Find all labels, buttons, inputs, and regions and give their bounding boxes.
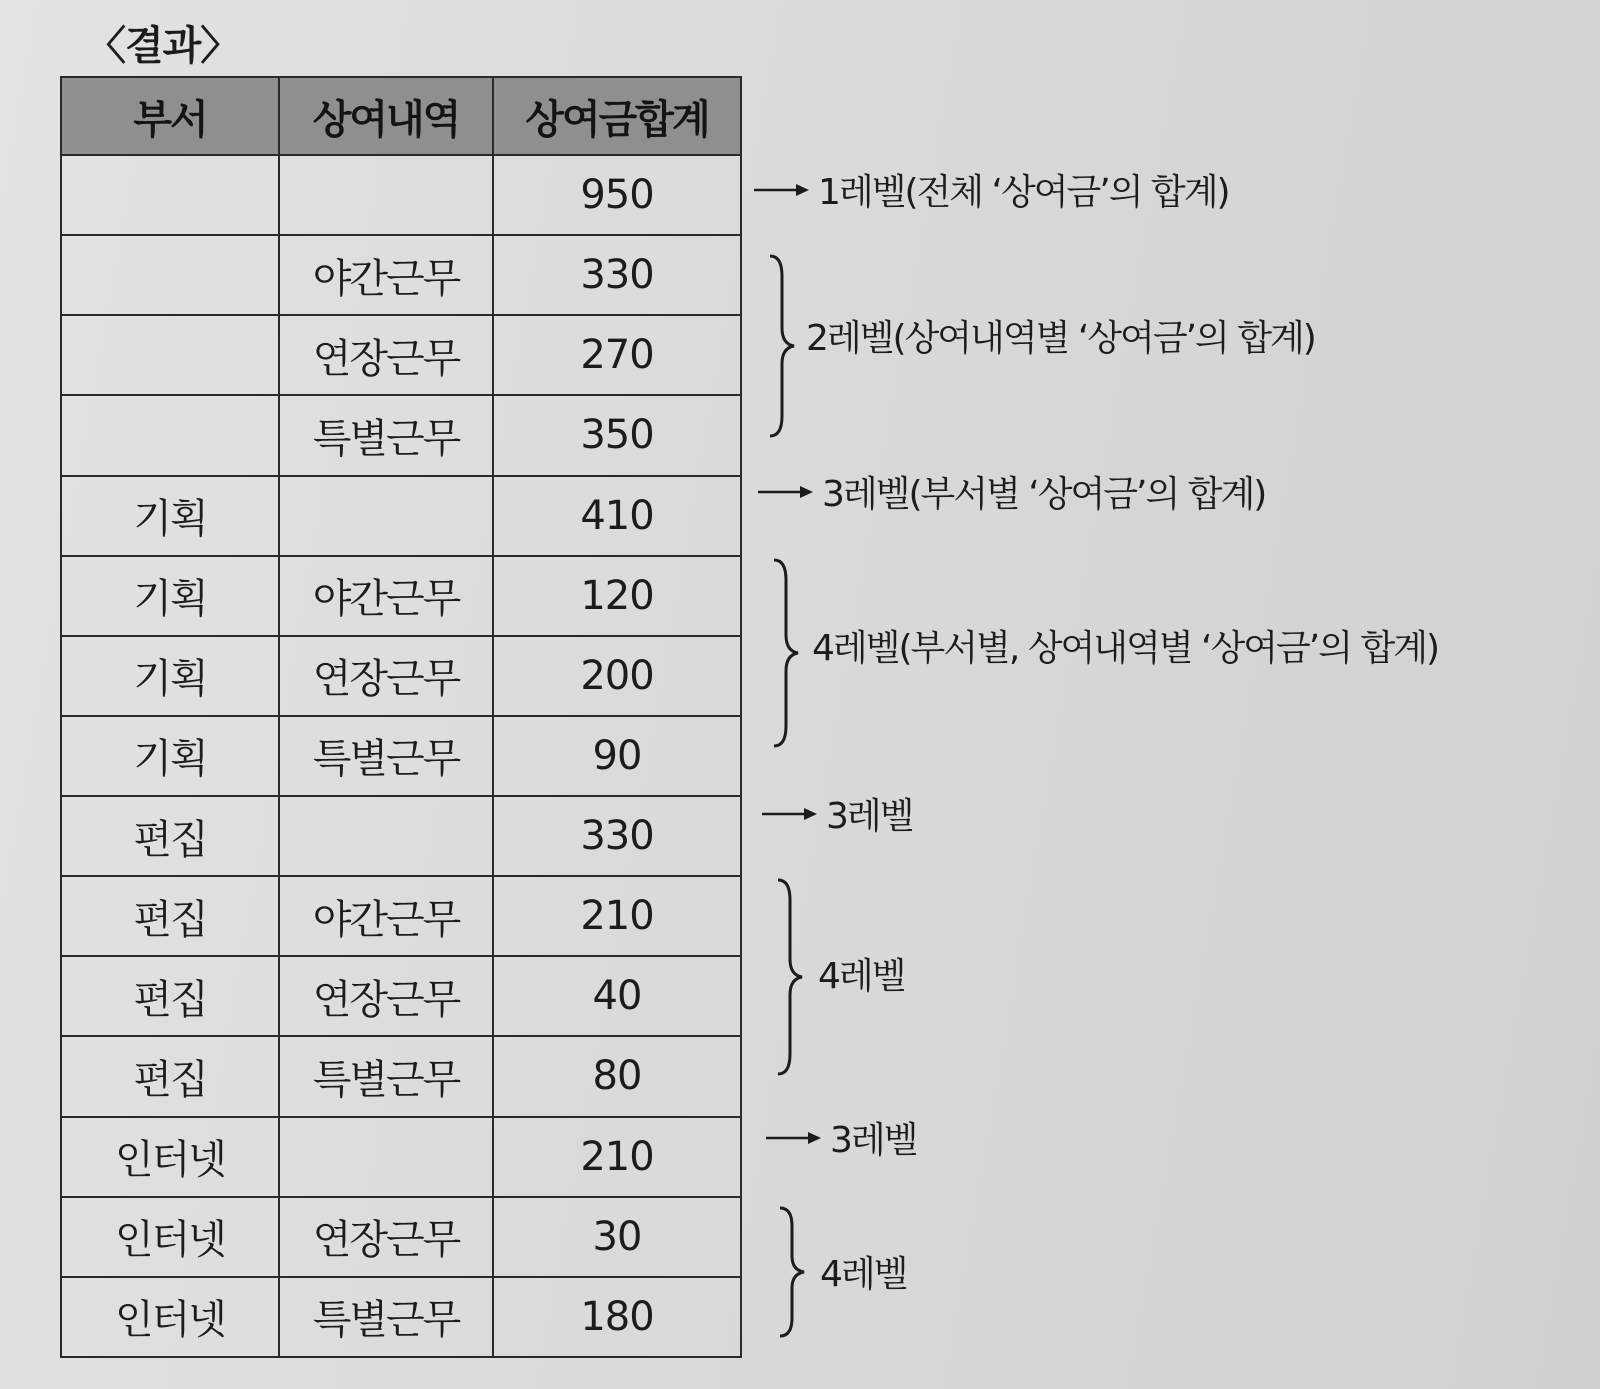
total-cell: 210	[493, 876, 741, 956]
table-row	[61, 155, 741, 235]
annotation-level-3	[756, 466, 1265, 517]
annotation-level-2	[806, 310, 1315, 361]
arrow-icon	[756, 484, 814, 500]
total-cell: 330	[493, 796, 741, 876]
total-cell: 270	[493, 315, 741, 395]
annotation-text: 4레벨(부서별, 상여내역별 ‘상여금’의 합계)	[812, 628, 1439, 669]
annotation-text: 4레벨	[818, 956, 905, 997]
item-cell: 연장근무	[279, 956, 493, 1036]
dept-cell: 인터넷	[61, 1197, 279, 1277]
dept-cell	[61, 235, 279, 315]
annotation-text: 3레벨	[830, 1120, 917, 1161]
item-cell: 야간근무	[279, 235, 493, 315]
total-cell: 410	[493, 476, 741, 556]
table-row	[61, 476, 741, 556]
brace-icon	[774, 876, 804, 1078]
dept-cell: 기획	[61, 716, 279, 796]
table-row	[61, 1277, 741, 1357]
dept-cell: 편집	[61, 876, 279, 956]
result-table	[60, 76, 742, 1358]
dept-cell: 편집	[61, 1036, 279, 1116]
total-cell: 40	[493, 956, 741, 1036]
table-header-row	[61, 77, 741, 155]
table-row	[61, 315, 741, 395]
table-row	[61, 1036, 741, 1116]
arrow-icon	[764, 1130, 822, 1146]
item-cell: 특별근무	[279, 395, 493, 475]
dept-cell	[61, 155, 279, 235]
dept-cell: 기획	[61, 476, 279, 556]
annotation-text: 4레벨	[820, 1254, 907, 1295]
table-row	[61, 1197, 741, 1277]
table-row	[61, 796, 741, 876]
total-cell: 90	[493, 716, 741, 796]
item-cell: 야간근무	[279, 876, 493, 956]
item-cell: 특별근무	[279, 716, 493, 796]
annotation-text: 2레벨(상여내역별 ‘상여금’의 합계)	[806, 318, 1315, 359]
dept-cell: 기획	[61, 556, 279, 636]
total-cell: 350	[493, 395, 741, 475]
total-cell: 330	[493, 235, 741, 315]
dept-cell: 인터넷	[61, 1117, 279, 1197]
header-total: 상여금합계	[493, 77, 741, 155]
arrow-icon	[752, 182, 810, 198]
annotation-text: 1레벨(전체 ‘상여금’의 합계)	[818, 172, 1229, 213]
annotation-level-4-edit	[818, 948, 904, 999]
dept-cell: 편집	[61, 796, 279, 876]
annotation-level-4	[812, 620, 1438, 671]
annotation-level-3-internet	[764, 1112, 916, 1163]
arrow-icon	[760, 806, 818, 822]
item-cell: 연장근무	[279, 636, 493, 716]
total-cell: 80	[493, 1036, 741, 1116]
item-cell: 야간근무	[279, 556, 493, 636]
annotation-level-1	[752, 164, 1229, 215]
item-cell: 특별근무	[279, 1036, 493, 1116]
total-cell: 950	[493, 155, 741, 235]
item-cell: 연장근무	[279, 315, 493, 395]
item-cell	[279, 155, 493, 235]
annotation-text: 3레벨	[826, 796, 913, 837]
brace-icon	[766, 252, 796, 440]
total-cell: 120	[493, 556, 741, 636]
total-cell: 180	[493, 1277, 741, 1357]
item-cell	[279, 1117, 493, 1197]
item-cell	[279, 476, 493, 556]
item-cell: 연장근무	[279, 1197, 493, 1277]
item-cell: 특별근무	[279, 1277, 493, 1357]
total-cell: 30	[493, 1197, 741, 1277]
dept-cell: 인터넷	[61, 1277, 279, 1357]
result-caption: 〈결과〉	[86, 23, 240, 69]
brace-icon	[770, 556, 800, 750]
total-cell: 200	[493, 636, 741, 716]
header-item: 상여내역	[279, 77, 493, 155]
table-row	[61, 956, 741, 1036]
annotation-level-4-internet	[820, 1246, 906, 1297]
table-row	[61, 1117, 741, 1197]
table-row	[61, 556, 741, 636]
total-cell: 210	[493, 1117, 741, 1197]
brace-icon	[776, 1204, 806, 1340]
table-row	[61, 876, 741, 956]
item-cell	[279, 796, 493, 876]
dept-cell	[61, 315, 279, 395]
annotation-text: 3레벨(부서별 ‘상여금’의 합계)	[822, 474, 1266, 515]
dept-cell: 편집	[61, 956, 279, 1036]
table-row	[61, 636, 741, 716]
header-dept: 부서	[61, 77, 279, 155]
table-row	[61, 235, 741, 315]
dept-cell: 기획	[61, 636, 279, 716]
table-row	[61, 395, 741, 475]
annotation-level-3-edit	[760, 788, 912, 839]
dept-cell	[61, 395, 279, 475]
table-row	[61, 716, 741, 796]
